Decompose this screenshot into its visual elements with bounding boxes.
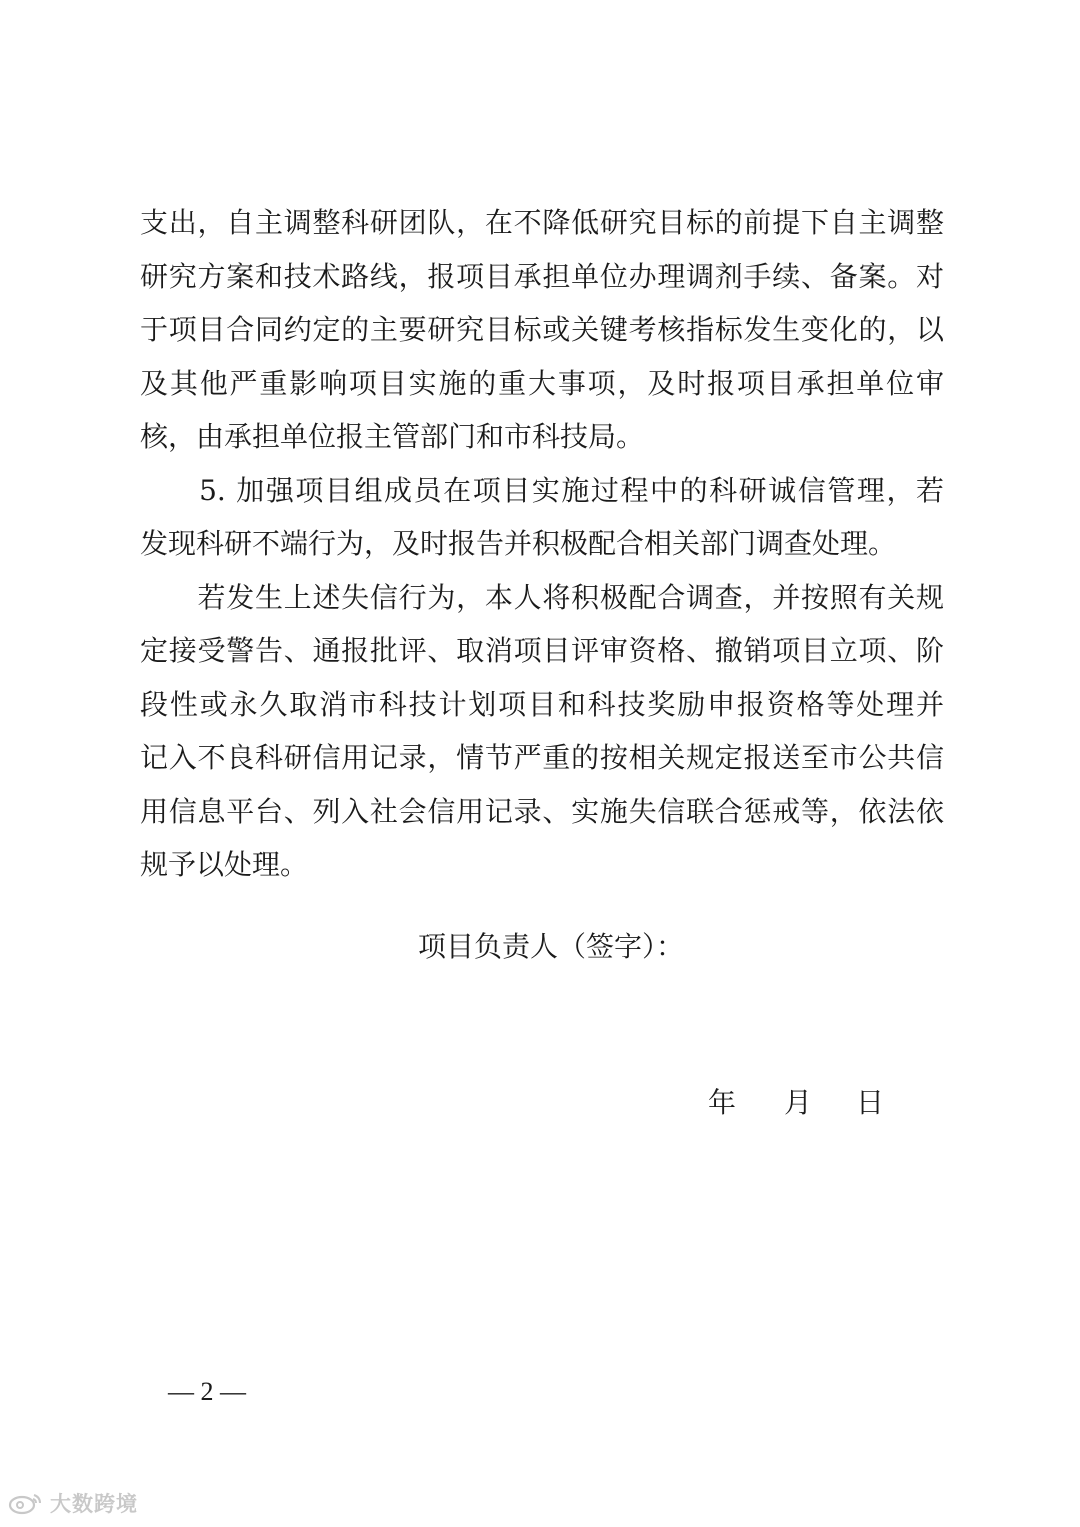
date-day: 日 bbox=[856, 1086, 885, 1119]
text-line: 支出，自主调整科研团队，在不降低研究目标的前提下自主调整 bbox=[140, 206, 944, 239]
date-line bbox=[708, 1076, 884, 1129]
text-line: 规予以处理。 bbox=[140, 848, 309, 881]
text-line: 研究方案和技术路线，报项目承担单位办理调剂手续、备案。对 bbox=[140, 259, 944, 293]
text-line: 5. 加强项目组成员在项目实施过程中的科研诚信管理，若 bbox=[140, 473, 944, 507]
page-number: — 2 — bbox=[168, 1377, 246, 1406]
text-line: 定接受警告、通报批评、取消项目评审资格、撤销项目立项、阶 bbox=[140, 634, 944, 667]
signature-label: 项目负责人（签字）： bbox=[418, 930, 685, 963]
watermark bbox=[8, 1488, 138, 1518]
weibo-style-logo-icon bbox=[8, 1491, 44, 1515]
text-line: 用信息平台、列入社会信用记录、实施失信联合惩戒等，依法依 bbox=[140, 794, 944, 828]
text-line: 于项目合同约定的主要研究目标或关键考核指标发生变化的，以 bbox=[140, 313, 944, 346]
date-year: 年 bbox=[708, 1086, 737, 1119]
text-line: 及其他严重影响项目实施的重大事项，及时报项目承担单位审 bbox=[140, 366, 944, 400]
text-line: 段性或永久取消市科技计划项目和科技奖励申报资格等处理并 bbox=[140, 687, 944, 721]
text-line: 若发生上述失信行为，本人将积极配合调查，并按照有关规 bbox=[140, 580, 944, 614]
body-text bbox=[140, 196, 944, 892]
text-line: 核，由承担单位报主管部门和市科技局。 bbox=[140, 420, 645, 453]
date-month: 月 bbox=[784, 1086, 813, 1119]
text-line: 发现科研不端行为，及时报告并积极配合相关部门调查处理。 bbox=[140, 527, 897, 560]
text-line: 记入不良科研信用记录，情节严重的按相关规定报送至市公共信 bbox=[140, 741, 944, 774]
watermark-text: 大数跨境 bbox=[50, 1492, 138, 1516]
